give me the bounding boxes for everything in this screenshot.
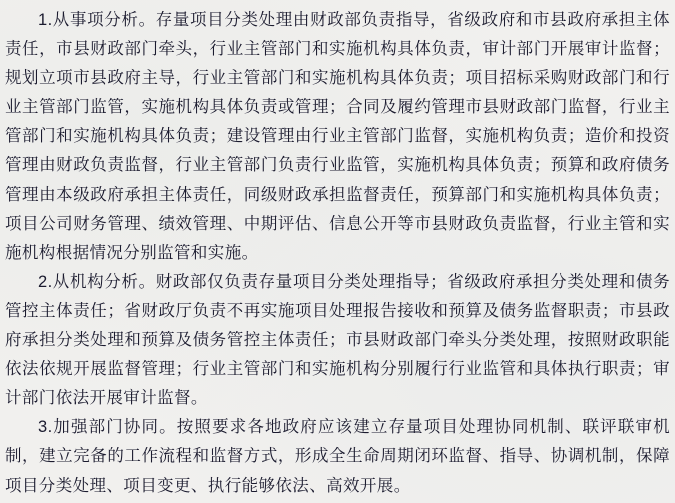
paragraph-department-coordination: 3.加强部门协同。按照要求各地政府应该建立存量项目处理协同机制、联评联审机制，建立完备的工作流程和监督方式，形成全生命周期闭环监督、指导、协调机制，保障项目分类处理、项目变更、执行能够依法、高效开展。 [5,418,670,495]
paragraph-institution-analysis: 2.从机构分析。财政部仅负责存量项目分类处理指导；省级政府承担分类处理和债务管控主体责任；省财政厅负责不再实施项目处理报告接收和预算及债务监督职责；市县政府承担分类处理和预算及债务管控主体责任；市县财政部门牵头分类处理，按照财政职能依法依规开展监督管理；行业主管部门和实施机构分别履行行业监管和具体执行职责；审计部门依法开展审计监督。 [5,272,670,408]
document-body-text [5,6,670,501]
paragraph-item-analysis: 1.从事项分析。存量项目分类处理由财政部负责指导，省级政府和市县政府承担主体责任，市县财政部门牵头，行业主管部门和实施机构具体负责，审计部门开展审计监督；规划立项市县政府主导，行业主管部门和实施机构具体负责；项目招标采购财政部门和行业主管部门监管，实施机构具体负责或管理；合同及履约管理市县财政部门监督，行业主管部门和实施机构具体负责；建设管理由行业主管部门监督，实施机构负责；造价和投资管理由财政负责监督，行业主管部门负责行业监管，实施机构具体负责；预算和政府债务管理由本级政府承担主体责任，同级财政承担监督责任，预算部门和实施机构具体负责；项目公司财务管理、绩效管理、中期评估、信息公开等市县财政负责监督，行业主管和实施机构根据情况分别监管和实施。 [5,11,670,262]
